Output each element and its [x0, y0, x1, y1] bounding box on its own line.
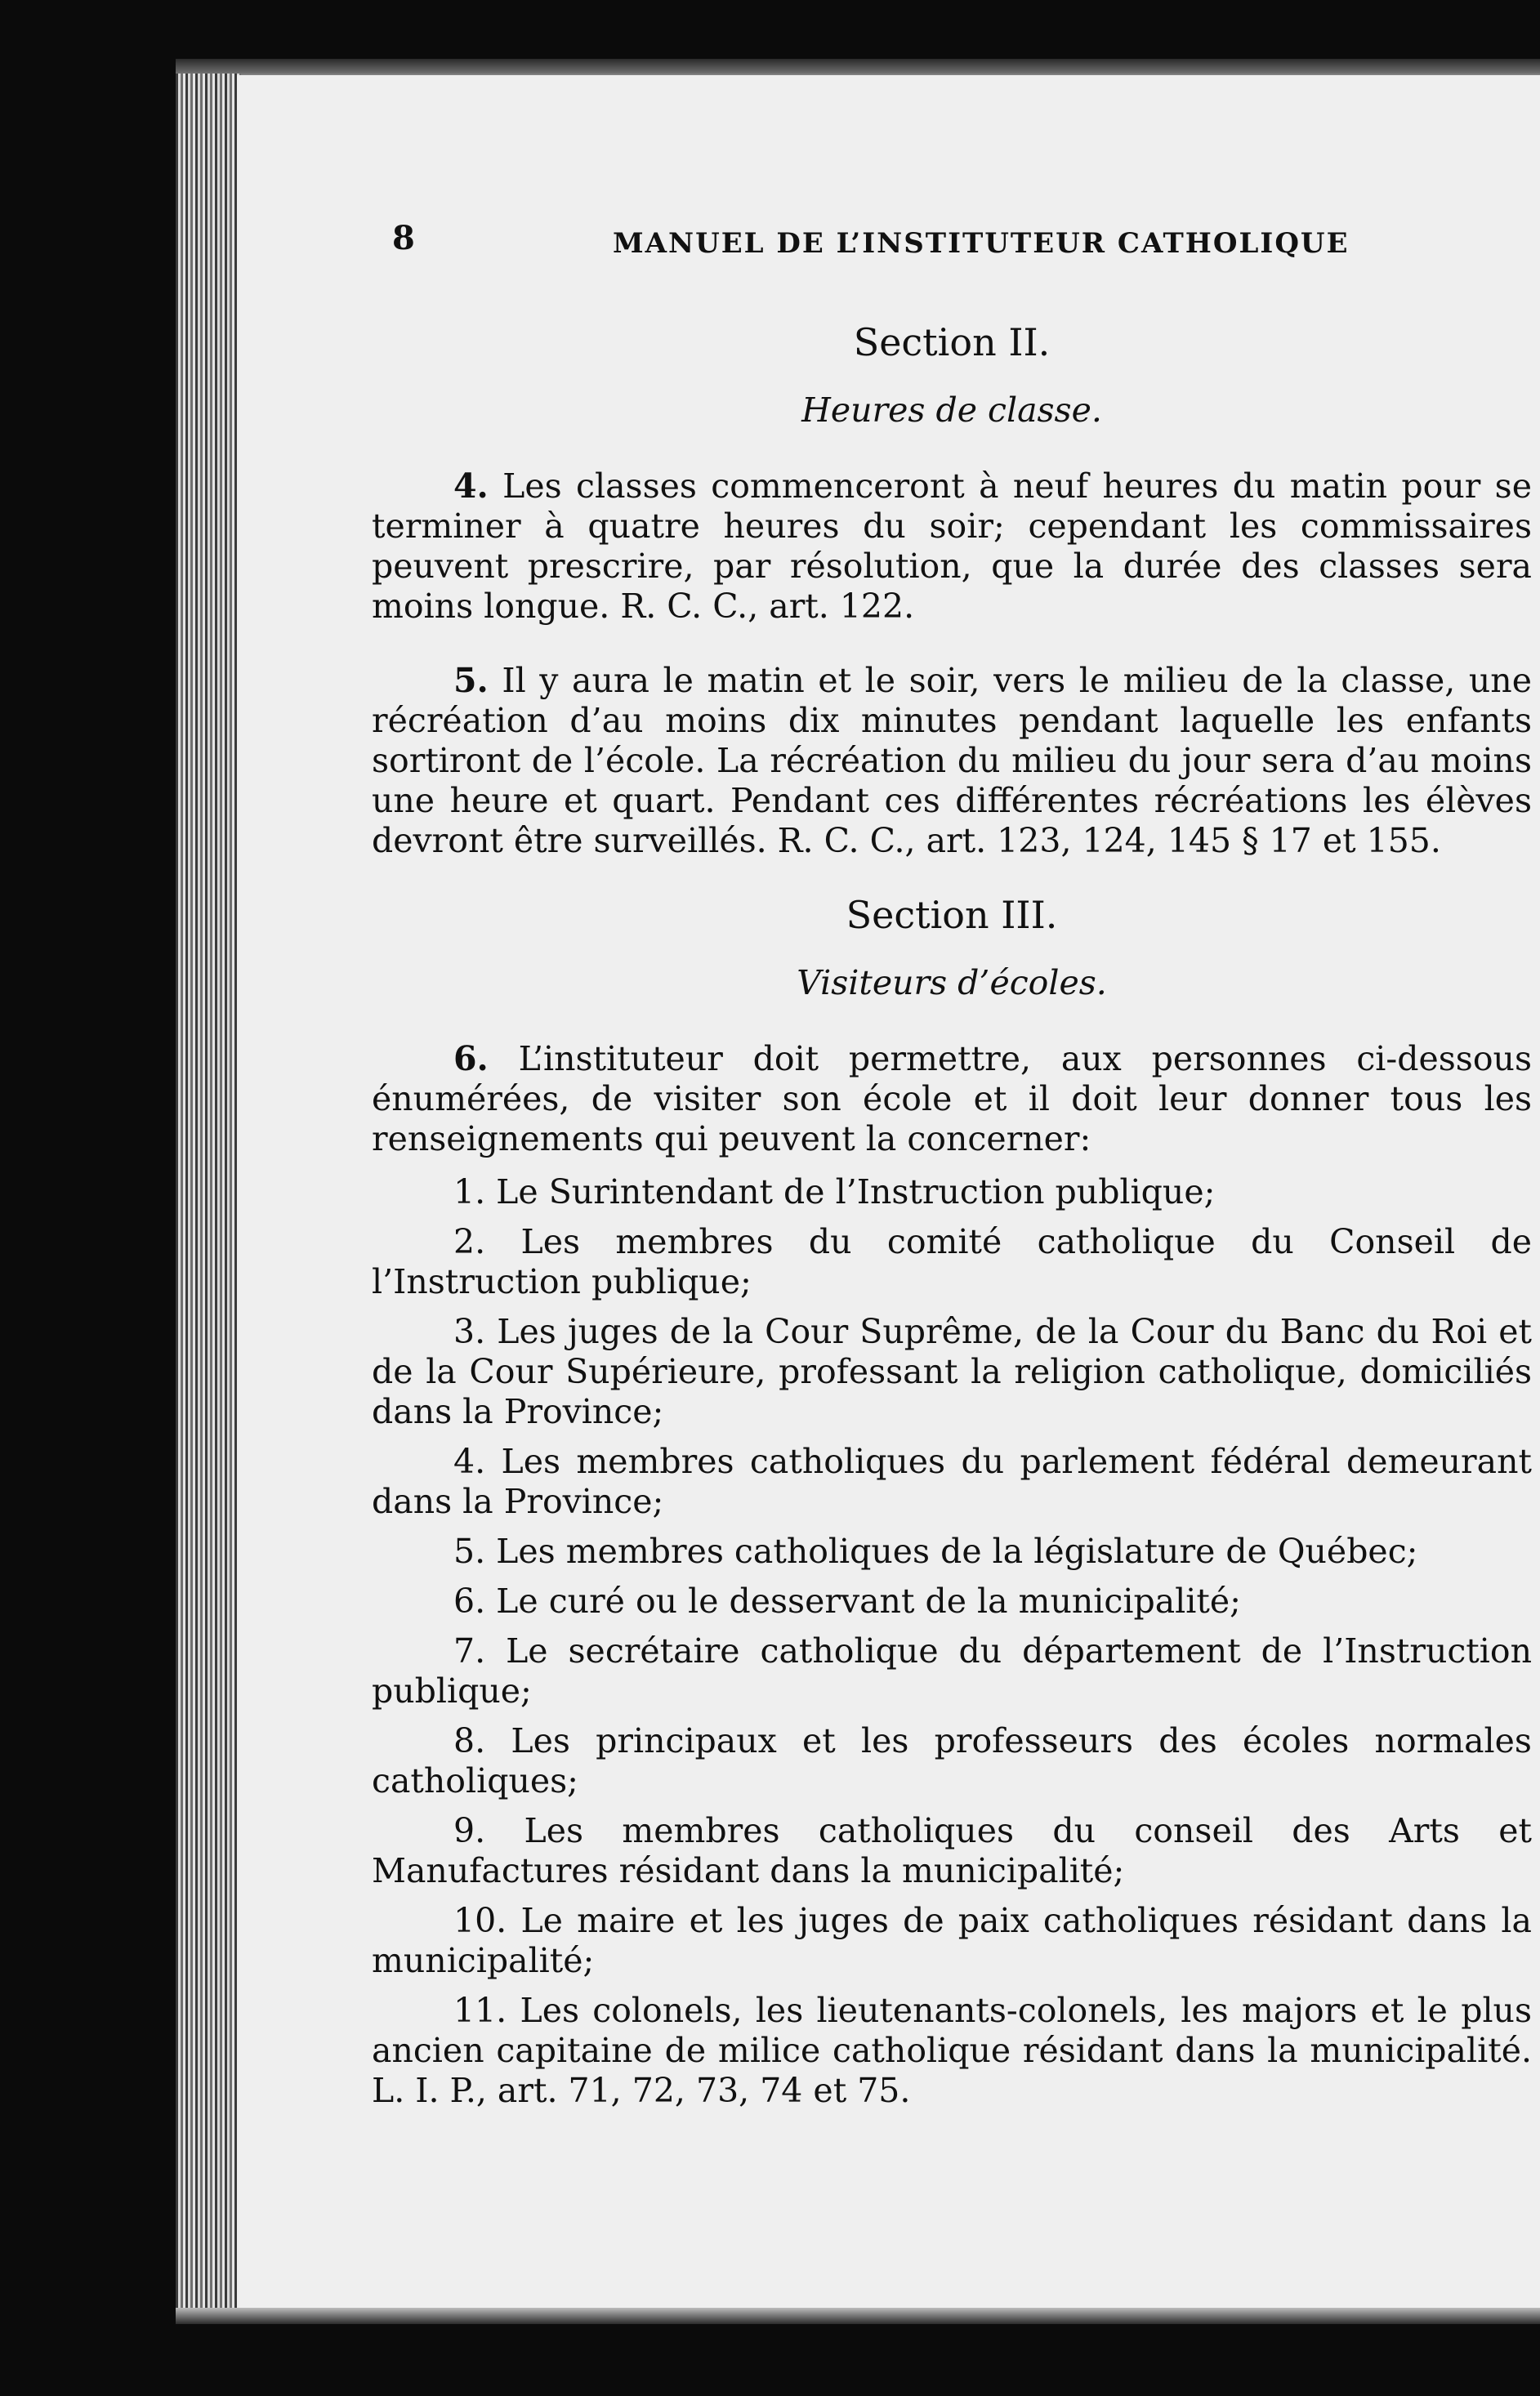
list-item: 10. Le maire et les juges de paix catholiques résidant dans la municipalité; [372, 1901, 1532, 1980]
list-item: 5. Les membres catholiques de la législature de Québec; [453, 1532, 1418, 1571]
book-page-edges [176, 74, 241, 2312]
article-4-number: 4. [453, 466, 489, 506]
section-iii-subtitle: Visiteurs d’écoles. [797, 963, 1107, 1002]
article-5 [372, 661, 1532, 861]
article-6-number: 6. [453, 1039, 489, 1078]
article-4 [372, 466, 1532, 627]
list-item: 8. Les principaux et les professeurs des écoles normales catholiques; [372, 1721, 1532, 1800]
list-item: 2. Les membres du comité catholique du Conseil de l’Instruction publique; [372, 1222, 1532, 1301]
section-ii-title: Section II. [853, 320, 1051, 364]
list-item: 11. Les colonels, les lieutenants-colonels, les majors et le plus ancien capitaine de milice catholique résidant dans la municipalité. L. I. P., art. 71, 72, 73, 74 et 75. [372, 1991, 1532, 2110]
list-item: 4. Les membres catholiques du parlement fédéral demeurant dans la Province; [372, 1442, 1532, 1521]
list-item: 1. Le Surintendant de l’Instruction publique; [453, 1172, 1216, 1211]
article-6-text: L’instituteur doit permettre, aux personnes ci-dessous énumérées, de visiter son école et il doit leur donner tous les renseignements qui peuvent la concerner: [372, 1039, 1532, 1158]
article-6 [372, 1039, 1532, 1159]
visitor-list [372, 1172, 1532, 2111]
page-header [392, 219, 1356, 268]
page-bottom-edge [176, 2308, 1540, 2324]
section-iii-title: Section III. [846, 893, 1058, 937]
running-head: MANUEL DE L’INSTITUTEUR CATHOLIQUE [613, 227, 1350, 260]
list-item: 7. Le secrétaire catholique du département de l’Instruction publique; [372, 1631, 1532, 1711]
page-number: 8 [392, 219, 415, 257]
list-item: 3. Les juges de la Cour Suprême, de la Cour du Banc du Roi et de la Cour Supérieure, professant la religion catholique, domiciliés dans la Province; [372, 1312, 1532, 1431]
list-item: 6. Le curé ou le desservant de la municipalité; [453, 1582, 1241, 1621]
list-item: 9. Les membres catholiques du conseil des Arts et Manufactures résidant dans la municipalité; [372, 1811, 1532, 1890]
section-ii-subtitle: Heures de classe. [801, 390, 1102, 430]
page-body [372, 320, 1532, 2121]
article-5-text: Il y aura le matin et le soir, vers le milieu de la classe, une récréation d’au moins dix minutes pendant laquelle les enfants sortiront de l’école. La récréation du milieu du jour sera d’au moins une heure et quart. Pendant ces différentes récréations les élèves devront être surveillés. R. C. C., art. 123, 124, 145 § 17 et 155. [372, 661, 1532, 860]
article-5-number: 5. [453, 661, 489, 700]
article-4-text: Les classes commenceront à neuf heures du matin pour se terminer à quatre heures du soir; cependant les commissaires peuvent prescrire, par résolution, que la durée des classes sera moins longue. R. C. C., art. 122. [372, 466, 1532, 626]
